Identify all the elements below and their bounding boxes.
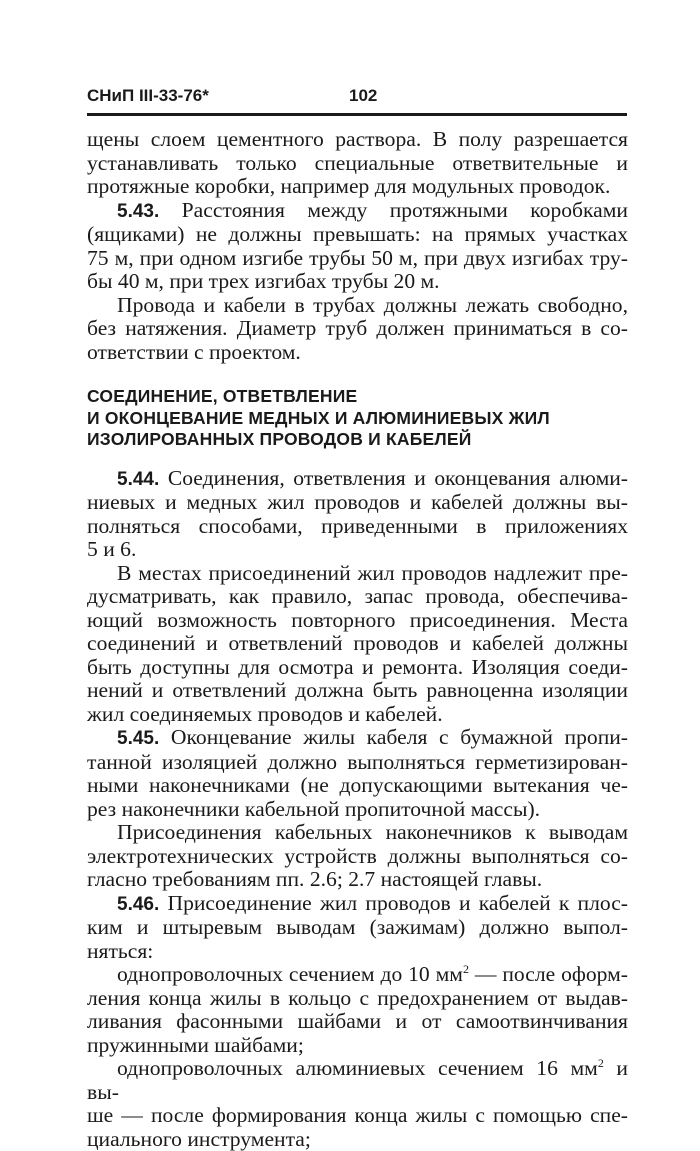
text-line: ниевых и медных жил проводов и кабелей должны вы- <box>87 491 628 515</box>
text-line: протяжные коробки, например для модульных проводок. <box>87 175 628 199</box>
text-line: танной изоляцией должно выполняться герметизирован- <box>87 751 628 775</box>
section-heading <box>87 386 628 451</box>
clause-5-45 <box>87 726 628 821</box>
clause-5-44 <box>87 467 628 562</box>
text-line: 5 и 6. <box>87 538 628 562</box>
superscript: 2 <box>463 962 469 976</box>
text-line <box>87 963 628 987</box>
paragraph <box>87 821 628 892</box>
text-line: электротехнических устройств должны выполняться со- <box>87 845 628 869</box>
text-line: нений и ответвлений должна быть равноценна изоляции <box>87 679 628 703</box>
text-fragment: Присоединение жил проводов и кабелей к плос- <box>167 891 628 915</box>
list-item <box>87 963 628 1057</box>
page-body <box>87 128 628 1151</box>
heading-line: И ОКОНЦЕВАНИЕ МЕДНЫХ И АЛЮМИНИЕВЫХ ЖИЛ <box>87 408 628 430</box>
text-line: циального инструмента; <box>87 1128 628 1151</box>
clause-5-46 <box>87 892 628 964</box>
text-line: жил соединяемых проводов и кабелей. <box>87 703 628 727</box>
text-line: рез наконечники кабельной пропиточной массы). <box>87 798 628 822</box>
document-code: СНиП III-33-76* <box>87 86 209 106</box>
header-rule <box>87 113 627 116</box>
text-line: бы 40 м, при трех изгибах трубы 20 м. <box>87 270 628 294</box>
text-line: (ящиками) не должны превышать: на прямых участках <box>87 223 628 247</box>
text-line: быть доступны для осмотра и ремонта. Изоляция соеди- <box>87 656 628 680</box>
text-line: соединений и ответвлений проводов и кабелей должны <box>87 632 628 656</box>
text-fragment: однопроволочных сечением до 10 мм <box>117 962 463 986</box>
list-item <box>87 1057 628 1151</box>
text-fragment: — после оформ- <box>469 962 628 986</box>
superscript: 2 <box>598 1056 604 1070</box>
text-line <box>87 199 628 224</box>
paragraph <box>87 562 628 727</box>
page-number: 102 <box>349 86 377 106</box>
text-line: полняться способами, приведенными в приложениях <box>87 515 628 539</box>
text-line <box>87 1057 628 1104</box>
text-fragment: Соединения, ответвления и оконцевания алюми- <box>168 466 628 490</box>
clause-number: 5.44. <box>117 469 159 490</box>
text-fragment: и вы- <box>87 1056 628 1104</box>
text-line: устанавливать только специальные ответвительные и <box>87 152 628 176</box>
paragraph <box>87 294 628 365</box>
text-line <box>87 467 628 492</box>
text-line: ким и штыревым выводам (зажимам) должно выпол- <box>87 916 628 940</box>
text-line <box>87 892 628 917</box>
heading-line: СОЕДИНЕНИЕ, ОТВЕТВЛЕНИЕ <box>87 386 628 408</box>
text-line: без натяжения. Диаметр труб должен приниматься в со- <box>87 317 628 341</box>
text-line: Присоединения кабельных наконечников к выводам <box>87 821 628 845</box>
clause-number: 5.45. <box>117 728 159 749</box>
page-header <box>87 86 627 112</box>
clause-number: 5.43. <box>117 201 159 222</box>
text-line: ющий возможность повторного присоединения. Места <box>87 609 628 633</box>
text-line: Провода и кабели в трубах должны лежать свободно, <box>87 294 628 318</box>
text-line: ливания фасонными шайбами и от самоотвинчивания <box>87 1010 628 1034</box>
text-line: В местах присоединений жил проводов надлежит пре- <box>87 562 628 586</box>
text-line: ными наконечниками (не допускающими вытекания че- <box>87 774 628 798</box>
text-line: 75 м, при одном изгибе трубы 50 м, при двух изгибах тру- <box>87 247 628 271</box>
text-line: ше — после формирования конца жилы с помощью спе- <box>87 1104 628 1128</box>
clause-5-43 <box>87 199 628 294</box>
text-line: ления конца жилы в кольцо с предохранением от выдав- <box>87 987 628 1011</box>
text-line: пружинными шайбами; <box>87 1034 628 1058</box>
text-fragment: однопроволочных алюминиевых сечением 16 мм <box>117 1056 598 1080</box>
text-line: ответствии с проектом. <box>87 341 628 365</box>
clause-number: 5.46. <box>117 894 159 915</box>
text-line: гласно требованиям пп. 2.6; 2.7 настоящей главы. <box>87 868 628 892</box>
text-fragment: Оконцевание жилы кабеля с бумажной пропи- <box>171 725 628 749</box>
paragraph-continuation <box>87 128 628 199</box>
text-line: щены слоем цементного раствора. В полу разрешается <box>87 128 628 152</box>
text-line: няться: <box>87 940 628 964</box>
text-line <box>87 726 628 751</box>
heading-line: ИЗОЛИРОВАННЫХ ПРОВОДОВ И КАБЕЛЕЙ <box>87 429 628 451</box>
text-line: дусматривать, как правило, запас провода, обеспечива- <box>87 585 628 609</box>
text-fragment: Расстояния между протяжными коробками <box>182 198 628 222</box>
